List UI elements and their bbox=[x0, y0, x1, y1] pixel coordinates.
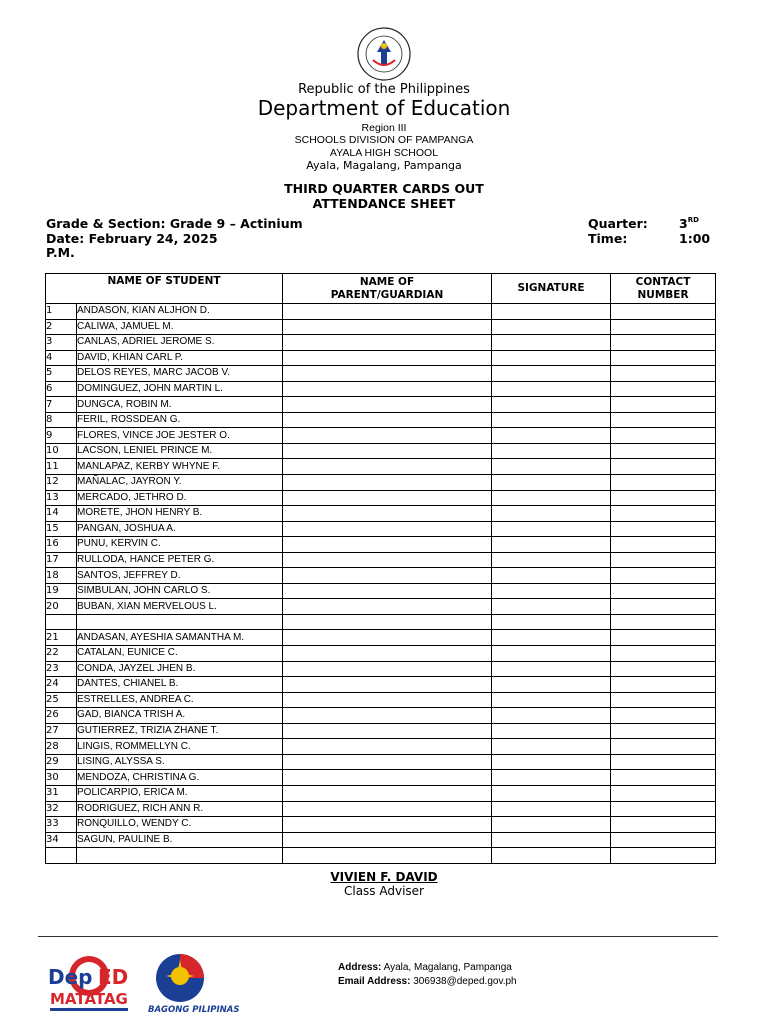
contact-number-cell bbox=[611, 568, 716, 584]
parent-guardian-cell bbox=[283, 723, 492, 739]
row-number: 30 bbox=[46, 770, 77, 786]
row-number: 28 bbox=[46, 739, 77, 755]
parent-guardian-cell bbox=[283, 490, 492, 506]
row-number: 11 bbox=[46, 459, 77, 475]
grade-section: Grade & Section: Grade 9 – Actinium bbox=[46, 216, 303, 231]
signature-cell bbox=[492, 708, 611, 724]
contact-number-cell bbox=[611, 770, 716, 786]
parent-guardian-cell bbox=[283, 350, 492, 366]
republic-heading: Republic of the Philippines bbox=[298, 82, 470, 97]
row-number: 34 bbox=[46, 832, 77, 848]
signature-cell bbox=[492, 583, 611, 599]
contact-number-cell bbox=[611, 692, 716, 708]
parent-guardian-cell bbox=[283, 366, 492, 382]
signature-cell bbox=[492, 568, 611, 584]
svg-text:MATATAG: MATATAG bbox=[50, 990, 128, 1008]
row-number: 20 bbox=[46, 599, 77, 615]
contact-number-cell bbox=[611, 785, 716, 801]
table-row bbox=[46, 350, 716, 366]
table-row bbox=[46, 459, 716, 475]
signature-cell bbox=[492, 304, 611, 320]
signature-cell bbox=[492, 537, 611, 553]
table-row bbox=[46, 708, 716, 724]
signature-cell bbox=[492, 552, 611, 568]
signature-cell bbox=[492, 630, 611, 646]
contact-number-cell bbox=[611, 708, 716, 724]
division-text: SCHOOLS DIVISION OF PAMPANGA bbox=[294, 134, 474, 146]
signature-cell bbox=[492, 443, 611, 459]
table-row bbox=[46, 475, 716, 491]
table-row bbox=[46, 552, 716, 568]
contact-number-cell bbox=[611, 366, 716, 382]
contact-number-cell bbox=[611, 443, 716, 459]
row-number: 32 bbox=[46, 801, 77, 817]
signature-cell bbox=[492, 381, 611, 397]
parent-guardian-cell bbox=[283, 459, 492, 475]
row-number: 15 bbox=[46, 521, 77, 537]
signature-cell bbox=[492, 801, 611, 817]
table-row bbox=[46, 646, 716, 662]
parent-guardian-cell bbox=[283, 521, 492, 537]
parent-guardian-cell bbox=[283, 443, 492, 459]
row-number: 13 bbox=[46, 490, 77, 506]
parent-guardian-cell bbox=[283, 661, 492, 677]
table-row bbox=[46, 832, 716, 848]
table-row bbox=[46, 614, 716, 630]
student-name: CALIWA, JAMUEL M. bbox=[77, 319, 283, 335]
table-header-row bbox=[46, 274, 716, 304]
signature-cell bbox=[492, 739, 611, 755]
table-row bbox=[46, 490, 716, 506]
svg-text:ED: ED bbox=[98, 965, 129, 989]
student-name bbox=[77, 614, 283, 630]
table-row bbox=[46, 521, 716, 537]
contact-number-cell bbox=[611, 381, 716, 397]
contact-number-cell bbox=[611, 661, 716, 677]
row-number: 6 bbox=[46, 381, 77, 397]
parent-guardian-cell bbox=[283, 335, 492, 351]
region-text: Region III bbox=[361, 122, 407, 134]
signature-cell bbox=[492, 397, 611, 413]
signature-cell bbox=[492, 428, 611, 444]
quarter-value: 3RD bbox=[679, 216, 699, 231]
row-number: 23 bbox=[46, 661, 77, 677]
contact-number-cell bbox=[611, 754, 716, 770]
contact-number-cell bbox=[611, 475, 716, 491]
row-number: 18 bbox=[46, 568, 77, 584]
row-number: 12 bbox=[46, 475, 77, 491]
table-row bbox=[46, 319, 716, 335]
parent-guardian-cell bbox=[283, 692, 492, 708]
contact-number-cell bbox=[611, 350, 716, 366]
parent-guardian-cell bbox=[283, 646, 492, 662]
row-number: 10 bbox=[46, 443, 77, 459]
parent-guardian-cell bbox=[283, 319, 492, 335]
table-row bbox=[46, 381, 716, 397]
table-row bbox=[46, 428, 716, 444]
row-number: 2 bbox=[46, 319, 77, 335]
contact-number-cell bbox=[611, 552, 716, 568]
parent-guardian-cell bbox=[283, 568, 492, 584]
contact-number-cell bbox=[611, 397, 716, 413]
col-parent-guardian: NAME OF PARENT/GUARDIAN bbox=[283, 274, 492, 304]
svg-text:Dep: Dep bbox=[48, 965, 93, 989]
signature-cell bbox=[492, 412, 611, 428]
student-name: SANTOS, JEFFREY D. bbox=[77, 568, 283, 584]
parent-guardian-cell bbox=[283, 428, 492, 444]
row-number: 27 bbox=[46, 723, 77, 739]
bagong-pilipinas-logo-icon bbox=[148, 950, 240, 1016]
table-row bbox=[46, 817, 716, 833]
adviser-name: VIVIEN F. DAVID bbox=[330, 870, 438, 884]
student-name: MAÑALAC, JAYRON Y. bbox=[77, 475, 283, 491]
parent-guardian-cell bbox=[283, 770, 492, 786]
row-number: 26 bbox=[46, 708, 77, 724]
student-name: RODRIGUEZ, RICH ANN R. bbox=[77, 801, 283, 817]
parent-guardian-cell bbox=[283, 552, 492, 568]
student-name: MERCADO, JETHRO D. bbox=[77, 490, 283, 506]
student-name: ANDASON, KIAN ALJHON D. bbox=[77, 304, 283, 320]
row-number: 9 bbox=[46, 428, 77, 444]
student-name: CANLAS, ADRIEL JEROME S. bbox=[77, 335, 283, 351]
col-signature: SIGNATURE bbox=[492, 274, 611, 304]
table-row bbox=[46, 335, 716, 351]
table-row bbox=[46, 801, 716, 817]
student-name: DANTES, CHIANEL B. bbox=[77, 677, 283, 693]
parent-guardian-cell bbox=[283, 832, 492, 848]
table-row bbox=[46, 304, 716, 320]
contact-number-cell bbox=[611, 459, 716, 475]
student-name: MENDOZA, CHRISTINA G. bbox=[77, 770, 283, 786]
signature-cell bbox=[492, 661, 611, 677]
table-row bbox=[46, 366, 716, 382]
parent-guardian-cell bbox=[283, 412, 492, 428]
contact-number-cell bbox=[611, 506, 716, 522]
signature-cell bbox=[492, 350, 611, 366]
student-name: FLORES, VINCE JOE JESTER O. bbox=[77, 428, 283, 444]
student-name: LINGIS, ROMMELLYN C. bbox=[77, 739, 283, 755]
contact-number-cell bbox=[611, 583, 716, 599]
document-title: THIRD QUARTER CARDS OUT bbox=[284, 181, 484, 196]
student-name: DAVID, KHIAN CARL P. bbox=[77, 350, 283, 366]
row-number: 33 bbox=[46, 817, 77, 833]
signature-cell bbox=[492, 599, 611, 615]
row-number: 3 bbox=[46, 335, 77, 351]
signature-cell bbox=[492, 335, 611, 351]
student-name: GAD, BIANCA TRISH A. bbox=[77, 708, 283, 724]
student-name: MORETE, JHON HENRY B. bbox=[77, 506, 283, 522]
signature-cell bbox=[492, 848, 611, 864]
school-address: Ayala, Magalang, Pampanga bbox=[306, 159, 462, 172]
student-name: SIMBULAN, JOHN CARLO S. bbox=[77, 583, 283, 599]
table-row bbox=[46, 723, 716, 739]
student-name: MANLAPAZ, KERBY WHYNE F. bbox=[77, 459, 283, 475]
parent-guardian-cell bbox=[283, 817, 492, 833]
row-number: 7 bbox=[46, 397, 77, 413]
time-label: Time: bbox=[588, 231, 628, 246]
student-name: CATALAN, EUNICE C. bbox=[77, 646, 283, 662]
student-name: LACSON, LENIEL PRINCE M. bbox=[77, 443, 283, 459]
table-row bbox=[46, 443, 716, 459]
table-row bbox=[46, 661, 716, 677]
parent-guardian-cell bbox=[283, 801, 492, 817]
parent-guardian-cell bbox=[283, 739, 492, 755]
student-name: POLICARPIO, ERICA M. bbox=[77, 785, 283, 801]
student-name: PANGAN, JOSHUA A. bbox=[77, 521, 283, 537]
contact-number-cell bbox=[611, 521, 716, 537]
deped-matatag-logo-icon bbox=[44, 952, 134, 1014]
row-number: 8 bbox=[46, 412, 77, 428]
col-contact-number: CONTACT NUMBER bbox=[611, 274, 716, 304]
table-row bbox=[46, 599, 716, 615]
contact-number-cell bbox=[611, 817, 716, 833]
document-subtitle: ATTENDANCE SHEET bbox=[312, 196, 456, 211]
student-name: CONDA, JAYZEL JHEN B. bbox=[77, 661, 283, 677]
contact-number-cell bbox=[611, 335, 716, 351]
contact-number-cell bbox=[611, 304, 716, 320]
contact-number-cell bbox=[611, 832, 716, 848]
contact-number-cell bbox=[611, 677, 716, 693]
row-number: 19 bbox=[46, 583, 77, 599]
student-name: DUNGCA, ROBIN M. bbox=[77, 397, 283, 413]
signature-cell bbox=[492, 677, 611, 693]
signature-cell bbox=[492, 459, 611, 475]
row-number bbox=[46, 614, 77, 630]
row-number: 16 bbox=[46, 537, 77, 553]
table-row bbox=[46, 739, 716, 755]
student-name: ANDASAN, AYESHIA SAMANTHA M. bbox=[77, 630, 283, 646]
signature-cell bbox=[492, 521, 611, 537]
parent-guardian-cell bbox=[283, 630, 492, 646]
row-number: 17 bbox=[46, 552, 77, 568]
row-number: 1 bbox=[46, 304, 77, 320]
parent-guardian-cell bbox=[283, 537, 492, 553]
quarter-label: Quarter: bbox=[588, 216, 648, 231]
table-row bbox=[46, 568, 716, 584]
parent-guardian-cell bbox=[283, 397, 492, 413]
signature-cell bbox=[492, 490, 611, 506]
table-row bbox=[46, 583, 716, 599]
table-row bbox=[46, 848, 716, 864]
table-row bbox=[46, 677, 716, 693]
student-name: SAGUN, PAULINE B. bbox=[77, 832, 283, 848]
time-value: 1:00 bbox=[679, 231, 711, 246]
table-row bbox=[46, 754, 716, 770]
contact-number-cell bbox=[611, 801, 716, 817]
row-number: 22 bbox=[46, 646, 77, 662]
department-heading: Department of Education bbox=[257, 96, 511, 120]
adviser-role: Class Adviser bbox=[343, 884, 424, 898]
row-number bbox=[46, 848, 77, 864]
quarter-suffix: RD bbox=[687, 216, 699, 224]
table-row bbox=[46, 397, 716, 413]
parent-guardian-cell bbox=[283, 475, 492, 491]
parent-guardian-cell bbox=[283, 848, 492, 864]
parent-guardian-cell bbox=[283, 614, 492, 630]
signature-cell bbox=[492, 754, 611, 770]
footer-email: Email Address: 306938@deped.gov.ph bbox=[338, 976, 517, 987]
contact-number-cell bbox=[611, 428, 716, 444]
student-name: PUNU, KERVIN C. bbox=[77, 537, 283, 553]
signature-cell bbox=[492, 817, 611, 833]
signature-cell bbox=[492, 770, 611, 786]
student-name: LISING, ALYSSA S. bbox=[77, 754, 283, 770]
parent-guardian-cell bbox=[283, 304, 492, 320]
col-student-name: NAME OF STUDENT bbox=[46, 274, 283, 304]
parent-guardian-cell bbox=[283, 677, 492, 693]
row-number: 24 bbox=[46, 677, 77, 693]
svg-text:BAGONG PILIPINAS: BAGONG PILIPINAS bbox=[148, 1005, 240, 1015]
contact-number-cell bbox=[611, 537, 716, 553]
parent-guardian-cell bbox=[283, 599, 492, 615]
deped-seal-icon bbox=[351, 26, 417, 82]
student-name bbox=[77, 848, 283, 864]
row-number: 21 bbox=[46, 630, 77, 646]
student-name: RULLODA, HANCE PETER G. bbox=[77, 552, 283, 568]
time-ampm: P.M. bbox=[46, 245, 75, 260]
contact-number-cell bbox=[611, 614, 716, 630]
parent-guardian-cell bbox=[283, 506, 492, 522]
table-row bbox=[46, 630, 716, 646]
row-number: 31 bbox=[46, 785, 77, 801]
student-name: FERIL, ROSSDEAN G. bbox=[77, 412, 283, 428]
contact-number-cell bbox=[611, 412, 716, 428]
contact-number-cell bbox=[611, 319, 716, 335]
signature-cell bbox=[492, 832, 611, 848]
student-name: BUBAN, XIAN MERVELOUS L. bbox=[77, 599, 283, 615]
table-row bbox=[46, 785, 716, 801]
parent-guardian-cell bbox=[283, 583, 492, 599]
student-name: GUTIERREZ, TRIZIA ZHANE T. bbox=[77, 723, 283, 739]
signature-cell bbox=[492, 785, 611, 801]
parent-guardian-cell bbox=[283, 785, 492, 801]
row-number: 25 bbox=[46, 692, 77, 708]
contact-number-cell bbox=[611, 490, 716, 506]
contact-number-cell bbox=[611, 739, 716, 755]
parent-guardian-cell bbox=[283, 381, 492, 397]
footer-divider bbox=[38, 936, 718, 937]
student-name: RONQUILLO, WENDY C. bbox=[77, 817, 283, 833]
row-number: 4 bbox=[46, 350, 77, 366]
contact-number-cell bbox=[611, 723, 716, 739]
parent-guardian-cell bbox=[283, 754, 492, 770]
parent-guardian-cell bbox=[283, 708, 492, 724]
row-number: 5 bbox=[46, 366, 77, 382]
student-name: ESTRELLES, ANDREA C. bbox=[77, 692, 283, 708]
table-row bbox=[46, 692, 716, 708]
signature-cell bbox=[492, 723, 611, 739]
row-number: 29 bbox=[46, 754, 77, 770]
school-name: AYALA HIGH SCHOOL bbox=[329, 147, 439, 159]
signature-cell bbox=[492, 319, 611, 335]
signature-cell bbox=[492, 692, 611, 708]
table-row bbox=[46, 537, 716, 553]
signature-cell bbox=[492, 614, 611, 630]
contact-number-cell bbox=[611, 646, 716, 662]
signature-cell bbox=[492, 506, 611, 522]
table-row bbox=[46, 770, 716, 786]
signature-cell bbox=[492, 475, 611, 491]
table-row bbox=[46, 412, 716, 428]
contact-number-cell bbox=[611, 848, 716, 864]
date-field: Date: February 24, 2025 bbox=[46, 231, 218, 246]
attendance-table bbox=[45, 273, 716, 864]
contact-number-cell bbox=[611, 630, 716, 646]
table-row bbox=[46, 506, 716, 522]
student-name: DELOS REYES, MARC JACOB V. bbox=[77, 366, 283, 382]
row-number: 14 bbox=[46, 506, 77, 522]
student-name: DOMINGUEZ, JOHN MARTIN L. bbox=[77, 381, 283, 397]
contact-number-cell bbox=[611, 599, 716, 615]
footer-address: Address: Ayala, Magalang, Pampanga bbox=[338, 962, 512, 973]
signature-cell bbox=[492, 366, 611, 382]
signature-cell bbox=[492, 646, 611, 662]
